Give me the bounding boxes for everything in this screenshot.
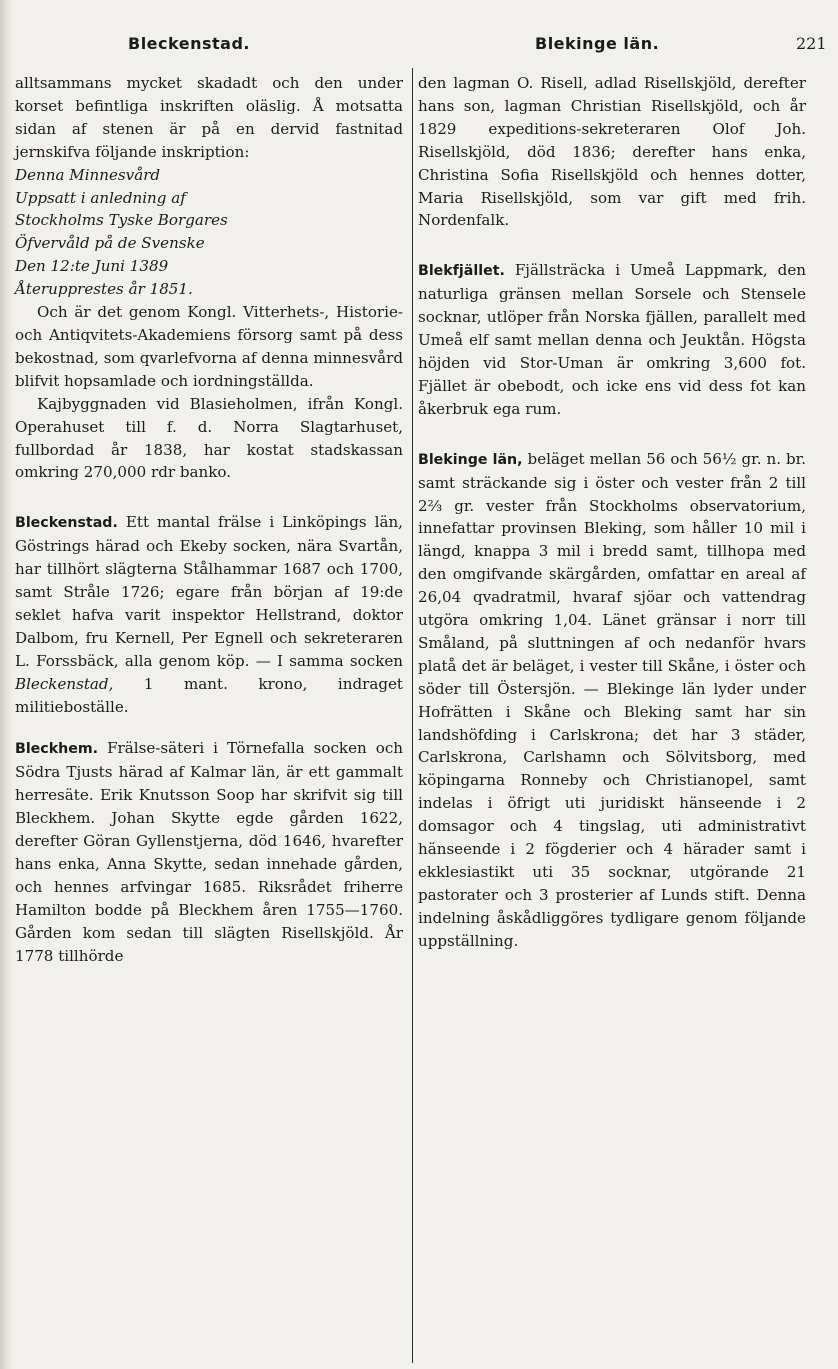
entry-text: 1 mant. krono, indraget militieboställe. <box>15 674 403 716</box>
inscription-line: Öfvervåld på de Svenske <box>15 234 205 253</box>
headword: Blekinge län, <box>418 451 523 468</box>
headword: Bleckhem. <box>15 741 99 758</box>
headword: Blekfjället. <box>418 263 505 280</box>
page-number: 221 <box>796 34 827 53</box>
entry-bleckenstad <box>15 511 403 718</box>
page-header <box>0 28 838 58</box>
inscription-line: Återupprestes år 1851. <box>15 280 193 299</box>
inscription-line: Denna Minnesvård <box>15 165 161 184</box>
entry-italic-name: Bleckenstad, <box>15 674 114 693</box>
right-column <box>418 72 806 953</box>
running-title-right: Blekinge län. <box>535 34 660 53</box>
inscription-line: Stockholms Tyske Borgares <box>15 211 228 230</box>
inscription-line: Den 12:te Juni 1389 <box>15 257 169 276</box>
entry-text: Frälse-säteri i Törnefalla socken och Södra Tjusts härad af Kalmar län, är ett gammalt herresäte. Erik Knutsson Soop har skrifvit sig till Bleckhem. Johan Skytte egde gården 1622, derefter Göran Gyllenstjerna, död 1646, hvarefter hans enka, Anna Skytte, sedan innehade gården, och hennes arfvingar 1685. Riksrådet friherre Hamilton bodde på Bleckhem åren 1755—1760. Gården kom sedan till slägten Risellskjöld. År 1778 tillhörde <box>15 739 403 965</box>
paragraph-continuation: den lagman O. Risell, adlad Risellskjöld, derefter hans son, lagman Christian Risellskjöld, och år 1829 expeditions-sekreteraren Olof Joh. Risellskjöld, död 1836; derefter hans enka, Christina Sofia Risellskjöld och hennes dotter, Maria Risellskjöld, som var gift med frih. Nordenfalk. <box>418 74 806 230</box>
entry-text: Ett mantal frälse i Linköpings län, Göstrings härad och Ekeby socken, nära Svartån, har tillhört slägterna Stålhammar 1687 och 1700, samt Stråle 1726; egare från början af 19:de seklet hafva varit inspektor Hellstrand, doktor Dalbom, fru Kernell, Per Egnell och sekreteraren L. Forssbäck, alla genom köp. — I samma socken <box>15 513 403 670</box>
entry-blekinge-lan <box>418 448 806 953</box>
column-divider <box>412 68 413 1363</box>
entry-blekfjallet <box>418 259 806 420</box>
left-column <box>15 72 403 968</box>
headword: Bleckenstad. <box>15 515 118 532</box>
paragraph-continuation: alltsammans mycket skadadt och den under korset befintliga inskriften oläslig. Å motsatta sidan af stenen är på en dervid fastnitad jernskifva följande inskription: <box>15 74 403 161</box>
running-title-left: Bleckenstad. <box>128 34 250 53</box>
paragraph-academy: Och är det genom Kongl. Vitterhets-, Historie- och Antiqvitets-Akademiens försorg samt på dess bekostnad, som qvarlefvorna af denna minnesvård blifvit hopsamlade och iordningställda. <box>15 303 403 390</box>
inscription-line: Uppsatt i anledning af <box>15 188 186 207</box>
entry-text: beläget mellan 56 och 56½ gr. n. br. samt sträckande sig i öster och vester från 2 till 2⅔ gr. vester från Stockholms observatorium, innefattar provinsen Bleking, som håller 10 mil i längd, knappa 3 mil i bredd samt, tillhopa med den omgifvande skärgården, omfattar en areal af 26,04 qvadratmil, hvaraf sjöar och vattendrag utgöra omkring 1,04. Länet gränsar i norr till Småland, på sluttningen af och nedanför hvars platå det är beläget, i vester till Skåne, i öster och söder till Östersjön. — Blekinge län lyder under Hofrätten i Skåne och Bleking samt har sin landshöfding i Carlskrona; det har 3 städer, Carlskrona, Carlshamn och Sölvitsborg, med köpingarna Ronneby och Christianopel, samt indelas i öfrigt uti juridiskt hänseende i 2 domsagor och 4 tingslag, uti administrativt hänseende i 2 fögderier och 4 härader samt i ekklesiastikt uti 35 socknar, utgörande 21 pastorater och 3 prosterier af Lunds stift. Denna indelning åskådliggöres tydligare genom följande uppställning. <box>418 449 806 950</box>
inscription-block <box>15 164 403 301</box>
entry-bleckhem <box>15 737 403 967</box>
book-binding-shadow <box>0 0 14 1369</box>
entry-text: Fjällsträcka i Umeå Lappmark, den naturliga gränsen mellan Sorsele och Stensele socknar, utlöper från Norska fjällen, parallelt med Umeå elf samt mellan denna och Jeuktån. Högsta höjden vid Stor-Uman är omkring 3,600 fot. Fjället är obebodt, och icke ens vid dess fot kan åkerbruk ega rum. <box>418 261 806 418</box>
paragraph-quay: Kajbyggnaden vid Blasieholmen, ifrån Kongl. Operahuset till f. d. Norra Slagtarhuset, fullbordad år 1838, har kostat stadskassan omkring 270,000 rdr banko. <box>15 394 403 482</box>
